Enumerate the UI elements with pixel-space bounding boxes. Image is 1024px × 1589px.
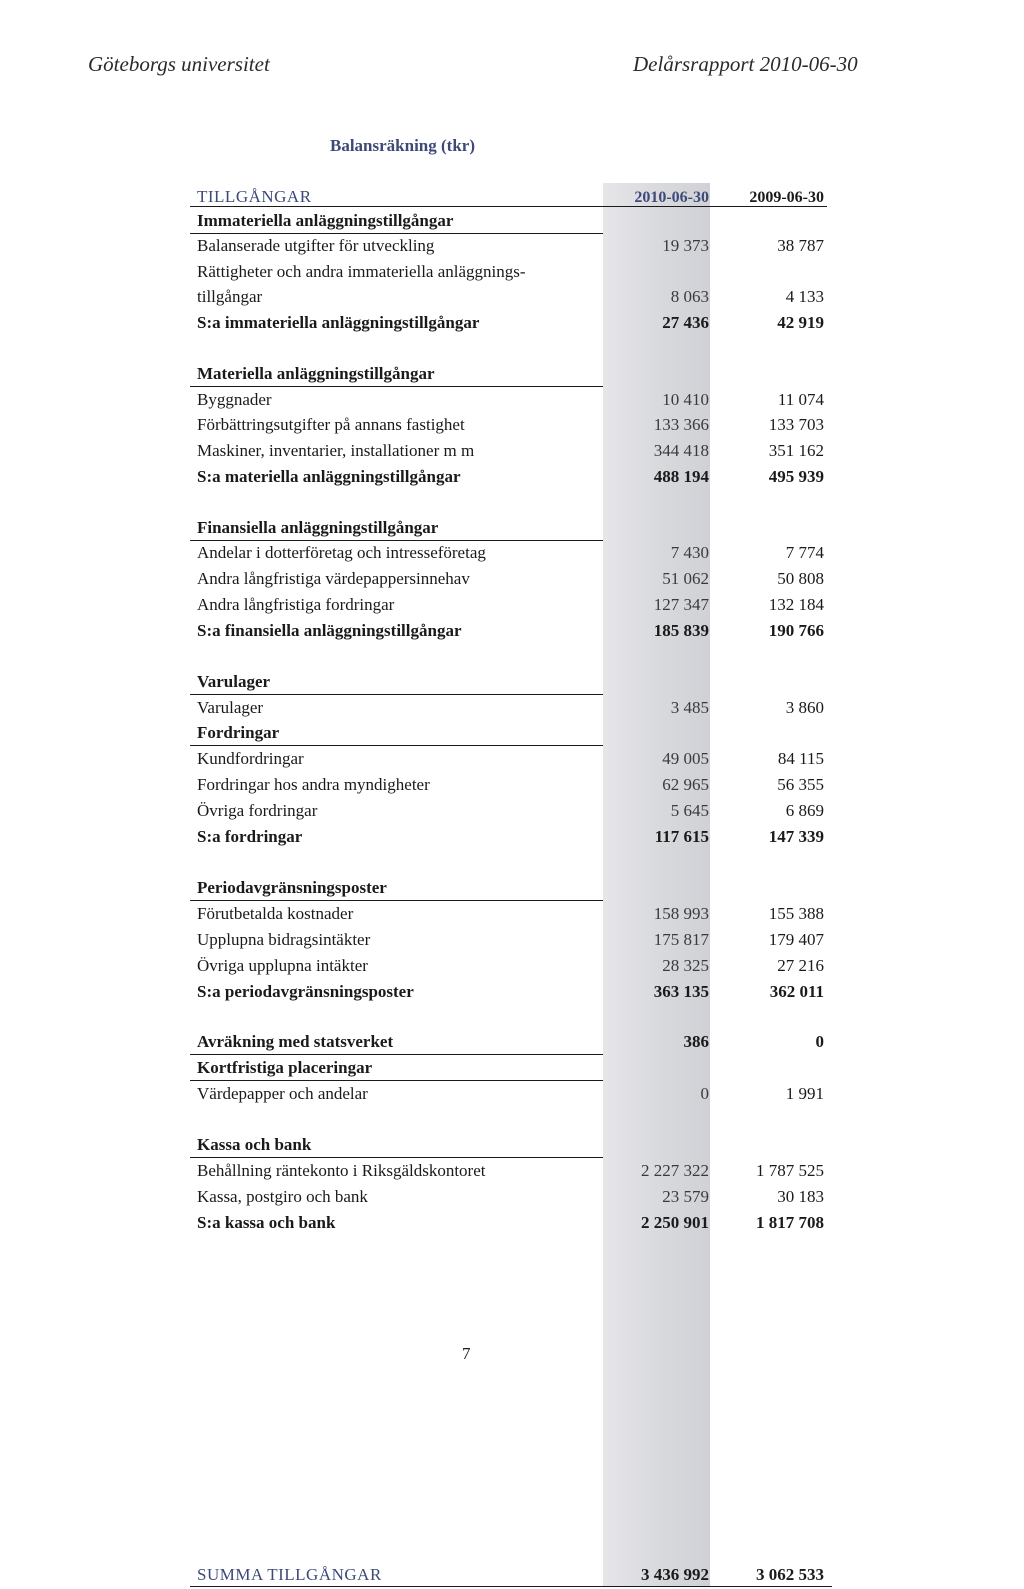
header-institution: Göteborgs universitet [88,52,270,76]
value-previous: 1 991 [785,1084,824,1103]
total-previous: 3 062 533 [756,1565,824,1584]
subtotal-row [0,621,1024,645]
value-current: 5 645 [670,801,709,820]
row-label: S:a materiella anläggningstillgångar [197,467,461,486]
value-previous: 27 216 [777,956,824,975]
section-rule [190,900,603,901]
row-label: Balanserade utgifter för utveckling [197,236,435,255]
section-rule [190,1080,603,1081]
subtotal-row [0,313,1024,337]
section-heading-row [0,1058,1024,1082]
table-row [0,595,1024,619]
table-row [0,904,1024,928]
column-header-current: 2010-06-30 [634,189,709,206]
table-row [0,441,1024,465]
value-current: 185 839 [653,621,709,640]
section-heading-row [0,723,1024,747]
row-label: Behållning räntekonto i Riksgäldskontoret [197,1161,486,1180]
value-previous: 7 774 [785,543,824,562]
value-current: 23 579 [662,1187,709,1206]
table-row [0,236,1024,260]
subtotal-row [0,1213,1024,1237]
value-previous: 155 388 [768,904,824,923]
table-row [0,262,1024,286]
section-rule [190,1054,603,1055]
row-label: Kortfristiga placeringar [197,1058,373,1077]
row-label: Rättigheter och andra immateriella anläggnings- [197,262,526,281]
value-previous: 1 817 708 [756,1213,824,1232]
row-label: Immateriella anläggningstillgångar [197,211,454,230]
row-label: S:a fordringar [197,827,303,846]
row-label: Fordringar hos andra myndigheter [197,775,430,794]
row-label: Byggnader [197,390,272,409]
section-rule [190,386,603,387]
value-previous: 50 808 [777,569,824,588]
value-current: 51 062 [662,569,709,588]
row-label: Upplupna bidragsintäkter [197,930,371,949]
row-label: Materiella anläggningstillgångar [197,364,435,383]
value-current: 8 063 [670,287,709,306]
value-previous: 132 184 [768,595,824,614]
page-number: 7 [462,1344,471,1363]
value-current: 7 430 [670,543,709,562]
row-label: Förbättringsutgifter på annans fastighet [197,415,465,434]
row-label: Varulager [197,698,264,717]
total-rule [190,1586,832,1587]
value-current: 117 615 [654,827,709,846]
value-previous: 351 162 [768,441,824,460]
value-current: 133 366 [653,415,709,434]
value-previous: 147 339 [768,827,824,846]
table-row [0,569,1024,593]
row-label: S:a periodavgränsningsposter [197,982,414,1001]
column-header-assets: TILLGÅNGAR [197,187,312,206]
value-current: 2 250 901 [641,1213,709,1232]
row-label: Förutbetalda kostnader [197,904,354,923]
column-header-previous: 2009-06-30 [749,189,824,206]
section-heading-row [0,518,1024,542]
value-previous: 56 355 [777,775,824,794]
header-report-title: Delårsrapport 2010-06-30 [633,52,858,76]
table-row [0,390,1024,414]
table-row [0,1084,1024,1108]
value-previous: 38 787 [777,236,824,255]
value-current: 19 373 [662,236,709,255]
total-label: SUMMA TILLGÅNGAR [197,1565,382,1584]
table-row [0,930,1024,954]
value-previous: 190 766 [768,621,824,640]
table-row [0,543,1024,567]
row-label: Övriga upplupna intäkter [197,956,368,975]
table-row [0,775,1024,799]
value-previous: 3 860 [785,698,824,717]
row-label: tillgångar [197,287,263,306]
subtotal-row [0,982,1024,1006]
value-current: 49 005 [662,749,709,768]
row-label: Maskiner, inventarier, installationer m m [197,441,475,460]
section-rule [190,540,603,541]
row-label: S:a kassa och bank [197,1213,336,1232]
row-label: Andelar i dotterföretag och intresseföretag [197,543,486,562]
row-label: Periodavgränsningsposter [197,878,387,897]
section-rule [190,745,603,746]
page-title: Balansräkning (tkr) [330,136,475,155]
table-row [0,1161,1024,1185]
value-current: 363 135 [653,982,709,1001]
table-row [0,1187,1024,1211]
value-previous: 30 183 [777,1187,824,1206]
value-current: 386 [683,1032,709,1051]
section-heading-row [0,364,1024,388]
section-rule [190,233,603,234]
subtotal-row [0,467,1024,491]
value-current: 62 965 [662,775,709,794]
value-previous: 179 407 [768,930,824,949]
row-label: Finansiella anläggningstillgångar [197,518,439,537]
value-current: 0 [700,1084,709,1103]
row-label: S:a immateriella anläggningstillgångar [197,313,480,332]
row-label: Kundfordringar [197,749,304,768]
row-label: Kassa och bank [197,1135,312,1154]
value-current: 10 410 [662,390,709,409]
value-previous: 4 133 [785,287,824,306]
value-previous: 495 939 [768,467,824,486]
value-current: 28 325 [662,956,709,975]
row-label: S:a finansiella anläggningstillgångar [197,621,462,640]
table-row [0,801,1024,825]
table-row [0,749,1024,773]
table-row [0,956,1024,980]
row-label: Andra långfristiga fordringar [197,595,395,614]
section-heading-row [0,878,1024,902]
value-previous: 0 [815,1032,824,1051]
value-current: 488 194 [653,467,709,486]
value-previous: 1 787 525 [756,1161,824,1180]
row-label: Fordringar [197,723,280,742]
value-current: 127 347 [653,595,709,614]
value-previous: 11 074 [777,390,824,409]
row-label: Avräkning med statsverket [197,1032,394,1051]
section-heading-row [0,211,1024,235]
value-current: 344 418 [653,441,709,460]
table-row [0,287,1024,311]
row-label: Kassa, postgiro och bank [197,1187,368,1206]
section-heading-row [0,1032,1024,1056]
table-row [0,698,1024,722]
value-current: 158 993 [653,904,709,923]
header-rule [190,206,827,207]
row-label: Varulager [197,672,271,691]
value-current: 2 227 322 [641,1161,709,1180]
value-previous: 42 919 [777,313,824,332]
total-current: 3 436 992 [641,1565,709,1584]
value-current: 3 485 [670,698,709,717]
section-rule [190,1157,603,1158]
subtotal-row [0,827,1024,851]
value-current: 175 817 [653,930,709,949]
table-row [0,415,1024,439]
row-label: Värdepapper och andelar [197,1084,368,1103]
value-previous: 6 869 [785,801,824,820]
section-rule [190,694,603,695]
value-current: 27 436 [662,313,709,332]
row-label: Andra långfristiga värdepappersinnehav [197,569,470,588]
row-label: Övriga fordringar [197,801,318,820]
value-previous: 133 703 [768,415,824,434]
section-heading-row [0,1135,1024,1159]
value-previous: 362 011 [769,982,824,1001]
section-heading-row [0,672,1024,696]
value-previous: 84 115 [777,749,824,768]
